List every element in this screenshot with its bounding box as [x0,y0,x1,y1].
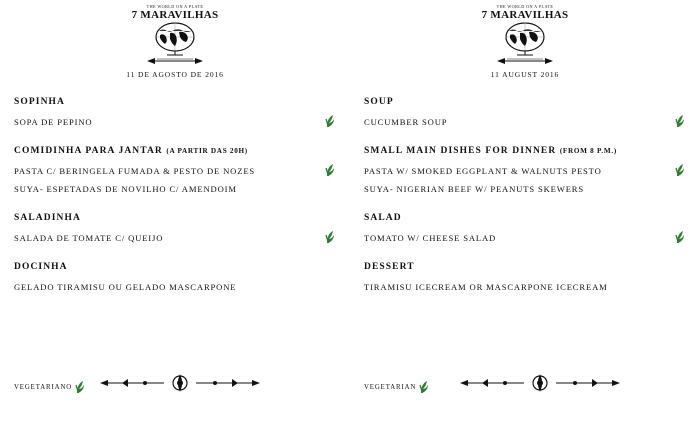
veg-spacer [674,280,690,294]
section-title-text: SMALL MAIN DISHES FOR DINNER [364,146,557,156]
logo-arc-text: THE WORLD ON A PLATE [146,4,204,9]
menu-item [14,115,340,129]
menu-section [364,262,690,294]
section-subtitle: (FROM 8 P.M.) [559,147,617,155]
menu-item [364,231,690,245]
menu-date: 11 AUGUST 2016 [490,70,560,79]
menu-item-name: SOPA DE PEPINO [14,117,93,127]
menu-item [364,280,690,294]
logo-title: 7 MARAVILHAS [481,9,569,21]
legend-label: VEGETARIAN [364,383,417,391]
vegetarian-icon [324,163,340,177]
menu-sections-left [0,97,350,294]
menu-section [364,213,690,245]
veg-spacer [674,182,690,196]
menu-section [14,262,340,294]
menu-item-name: SALADA DE TOMATE C/ QUEIJO [14,233,164,243]
menu-item [14,164,340,178]
section-title-text: DESSERT [364,262,415,272]
section-title [364,146,690,156]
section-title [14,146,340,156]
logo-arc-text: THE WORLD ON A PLATE [496,4,554,9]
menu-item-name: GELADO TIRAMISU OU GELADO MASCARPONE [14,282,237,292]
logo-wrap-right [350,0,700,66]
menu-item-name: SUYA- ESPETADAS DE NOVILHO C/ AMENDOIM [14,184,237,194]
section-title-text: SALADINHA [14,213,81,223]
menu-section [364,146,690,196]
menu-item-name: SUYA- NIGERIAN BEEF W/ PEANUTS SKEWERS [364,184,585,194]
globe-icon [503,20,547,58]
menu-item [14,231,340,245]
section-title-text: DOCINHA [14,262,68,272]
menu-sections-right [350,97,700,294]
menu-item-name: TIRAMISU ICECREAM OR MASCARPONE ICECREAM [364,282,608,292]
restaurant-logo [129,4,221,66]
menu-item-name: PASTA C/ BERINGELA FUMADA & PESTO DE NOZES [14,166,256,176]
logo-base-icon [147,58,203,64]
vegetarian-icon [674,114,690,128]
menu-item [364,164,690,178]
menu-section [364,97,690,129]
vegetarian-icon [324,114,340,128]
vegetarian-icon [324,230,340,244]
globe-icon [153,20,197,58]
restaurant-logo [479,4,571,66]
logo-wrap-left [0,0,350,66]
legend-footer [350,380,700,394]
menu-section [14,213,340,245]
menu-item [14,182,340,196]
menu-item [14,280,340,294]
section-title [14,213,340,223]
section-subtitle: (A PARTIR DAS 20H) [166,147,248,155]
legend-footer [0,380,350,394]
section-title-text: SOPINHA [14,97,65,107]
vegetarian-icon [674,230,690,244]
vegetarian-icon [74,380,90,394]
section-title-text: SOUP [364,97,394,107]
menu-date: 11 DE AGOSTO DE 2016 [126,70,224,79]
menu-item [364,182,690,196]
section-title [364,213,690,223]
section-title [364,97,690,107]
vegetarian-icon [674,163,690,177]
veg-spacer [324,280,340,294]
section-title-text: COMIDINHA PARA JANTAR [14,146,163,156]
logo-title: 7 MARAVILHAS [131,9,219,21]
section-title-text: SALAD [364,213,402,223]
logo-base-icon [497,58,553,64]
menu-panel-english [350,0,700,434]
menu-item [364,115,690,129]
menu-item-name: TOMATO W/ CHEESE SALAD [364,233,497,243]
menu-section [14,146,340,196]
section-title [14,97,340,107]
section-title [14,262,340,272]
menu-section [14,97,340,129]
legend-label: VEGETARIANO [14,383,73,391]
vegetarian-icon [418,380,434,394]
section-title [364,262,690,272]
veg-spacer [324,182,340,196]
menu-item-name: CUCUMBER SOUP [364,117,448,127]
menu-item-name: PASTA W/ SMOKED EGGPLANT & WALNUTS PESTO [364,166,602,176]
